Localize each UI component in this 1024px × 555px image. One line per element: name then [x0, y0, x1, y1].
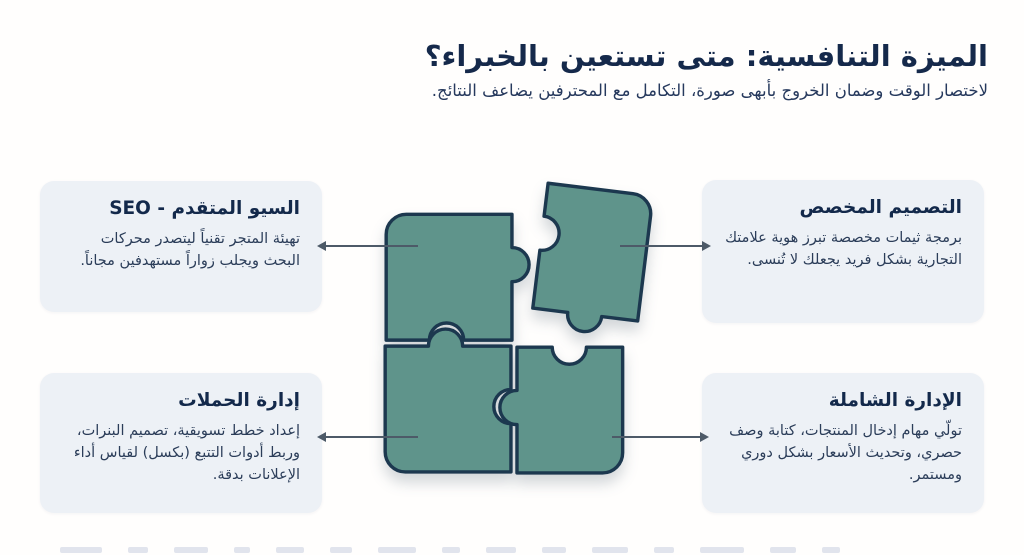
arrow-left-icon: [317, 432, 326, 442]
card-body: تولّي مهام إدخال المنتجات، كتابة وصف حصري، وتحديث الأسعار بشكل دوري ومستمر.: [729, 423, 962, 484]
card-advanced-seo: [40, 181, 322, 312]
connector-line-top-left: [324, 245, 418, 247]
card-title: التصميم المخصص: [799, 197, 962, 218]
card-body: تهيئة المتجر تقنياً ليتصدر محركات البحث ويجلب زواراً مستهدفين مجاناً.: [80, 231, 300, 270]
puzzle-piece-bottom-right: [500, 347, 623, 473]
card-title: الإدارة الشاملة: [828, 390, 962, 411]
connector-line-bottom-left: [324, 436, 418, 438]
puzzle-piece-bottom-left: [385, 329, 511, 472]
puzzle-piece-top-left: [386, 214, 529, 340]
card-custom-design: [702, 180, 984, 323]
card-body: برمجة ثيمات مخصصة تبرز هوية علامتك التجارية بشكل فريد يجعلك لا تُنسى.: [725, 230, 962, 269]
card-campaign-management: [40, 373, 322, 513]
arrow-right-icon: [702, 241, 711, 251]
card-title: السيو المتقدم - SEO: [109, 198, 300, 219]
card-title: إدارة الحملات: [178, 390, 300, 411]
connector-line-top-right: [620, 245, 704, 247]
page-subtitle: لاختصار الوقت وضمان الخروج بأبهى صورة، التكامل مع المحترفين يضاعف النتائج.: [431, 81, 988, 101]
page-title: الميزة التنافسية: متى تستعين بالخبراء؟: [424, 39, 988, 73]
cropped-footer-artifact: [60, 547, 994, 553]
arrow-right-icon: [700, 432, 709, 442]
card-full-management: [702, 373, 984, 513]
puzzle-piece-top-right-detached: [531, 183, 653, 338]
arrow-left-icon: [317, 241, 326, 251]
header: [36, 38, 988, 100]
connector-line-bottom-right: [612, 436, 702, 438]
card-body: إعداد خطط تسويقية، تصميم البنرات، وربط أدوات التتبع (بكسل) لقياس أداء الإعلانات بدقة.: [73, 423, 300, 484]
